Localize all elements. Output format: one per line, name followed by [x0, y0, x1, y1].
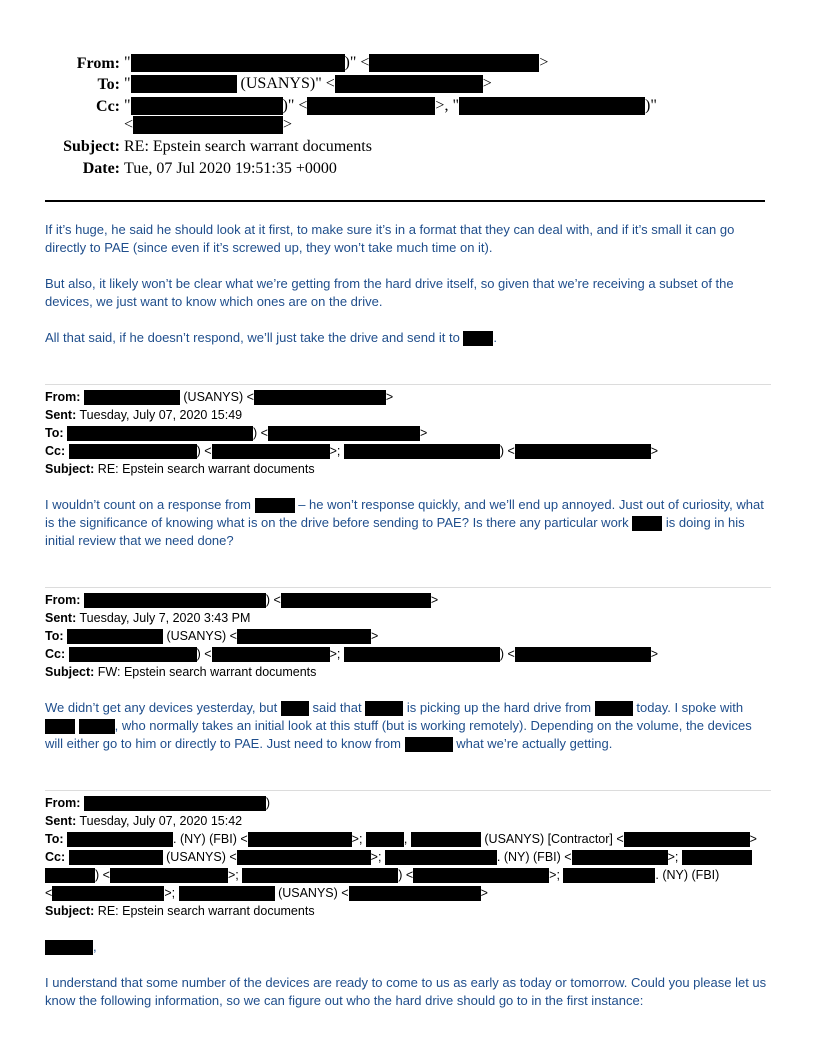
- redaction: [212, 647, 330, 662]
- redaction: [67, 629, 163, 644]
- from-label: From:: [76, 55, 120, 72]
- msg3-cc-line2: ) < >; ) < >; . (NY) (FBI): [45, 866, 719, 884]
- redaction: [242, 868, 398, 883]
- msg2-sent: Sent: Tuesday, July 7, 2020 3:43 PM: [45, 611, 251, 625]
- msg2-cc: Cc: ) < >; ) < >: [45, 647, 659, 661]
- body-paragraph-1: If it’s huge, he said he should look at it first, to make sure it’s in a format that they can deal with, and if it’s small it can go directly to PAE (since even if it’s screwed up, they won’t take much time on it).: [45, 222, 735, 255]
- redaction: [344, 647, 500, 662]
- msg3-greeting: ,: [45, 938, 770, 956]
- message-divider: [45, 790, 771, 791]
- redaction: [67, 832, 173, 847]
- redaction: [281, 701, 309, 716]
- redaction: [131, 75, 237, 93]
- redaction: [255, 498, 295, 513]
- redaction: [79, 719, 115, 734]
- redaction: [405, 737, 453, 752]
- redaction: [69, 444, 197, 459]
- redaction: [237, 629, 371, 644]
- redaction: [69, 647, 197, 662]
- body-paragraph-2: But also, it likely won’t be clear what we’re getting from the hard drive itself, so given that we’re receiving a subset of the devices, we just want to know which ones are on the drive.: [45, 276, 734, 309]
- msg1-from: From: (USANYS) < >: [45, 390, 394, 404]
- redaction: [212, 444, 330, 459]
- redaction: [515, 647, 651, 662]
- redaction: [133, 116, 283, 134]
- redaction: [624, 832, 750, 847]
- redaction: [563, 868, 655, 883]
- msg1-subject: Subject: RE: Epstein search warrant documents: [45, 462, 315, 476]
- cc-value-line2: < >: [124, 116, 293, 133]
- redaction: [411, 832, 481, 847]
- msg3-from: From: ): [45, 796, 271, 810]
- redaction: [237, 850, 371, 865]
- msg2-body: We didn’t get any devices yesterday, but said that is picking up the hard drive from today. I spoke with , who normally takes an initial look at this stuff (but is working remotely). Depending on the volume, the devices will either go to him or directly to PAE. Just need to know from what we’re actually getting.: [45, 700, 752, 751]
- msg2-subject: Subject: FW: Epstein search warrant documents: [45, 665, 317, 679]
- redaction: [67, 426, 253, 441]
- to-label: To:: [97, 76, 120, 93]
- redaction: [365, 701, 403, 716]
- redaction: [45, 719, 75, 734]
- redaction: [349, 886, 481, 901]
- msg2-to: To: (USANYS) < >: [45, 629, 379, 643]
- redaction: [369, 54, 539, 72]
- msg3-body: I understand that some number of the devices are ready to come to us as early as today or tomorrow. Could you please let us know the following information, so we can figure out who the hard drive should go to in the first instance:: [45, 975, 767, 1008]
- redaction: [248, 832, 352, 847]
- redaction: [84, 593, 266, 608]
- redaction: [281, 593, 431, 608]
- msg2-from: From: ) < >: [45, 593, 439, 607]
- redaction: [459, 97, 645, 115]
- date-label: Date:: [82, 160, 120, 177]
- redaction: [268, 426, 420, 441]
- msg3-subject: Subject: RE: Epstein search warrant documents: [45, 904, 315, 918]
- body-paragraph-3: All that said, if he doesn’t respond, we’ll just take the drive and send it to .: [45, 330, 498, 345]
- msg1-sent: Sent: Tuesday, July 07, 2020 15:49: [45, 408, 243, 422]
- to-value: " (USANYS)" < >: [124, 75, 492, 92]
- redaction: [179, 886, 275, 901]
- msg1-cc: Cc: ) < >; ) < >: [45, 444, 659, 458]
- redaction: [45, 940, 93, 955]
- redaction: [572, 850, 668, 865]
- redaction: [69, 850, 163, 865]
- redaction: [463, 331, 493, 346]
- redaction: [366, 832, 404, 847]
- cc-value: " )" < >, " )": [124, 97, 657, 114]
- redaction: [385, 850, 497, 865]
- redaction: [110, 868, 228, 883]
- subject-value: RE: Epstein search warrant documents: [124, 138, 372, 155]
- redaction: [682, 850, 752, 865]
- redaction: [344, 444, 500, 459]
- from-value: " )" < >: [124, 54, 549, 71]
- msg3-cc: Cc: (USANYS) < >; . (NY) (FBI) < >;: [45, 848, 752, 866]
- cc-label: Cc:: [96, 98, 120, 115]
- msg3-cc-line3: < >; (USANYS) < >: [45, 886, 488, 900]
- redaction: [595, 701, 633, 716]
- date-value: Tue, 07 Jul 2020 19:51:35 +0000: [124, 160, 337, 177]
- redaction: [52, 886, 164, 901]
- message-divider: [45, 384, 771, 385]
- redaction: [254, 390, 386, 405]
- redaction: [335, 75, 483, 93]
- msg1-body: I wouldn’t count on a response from – he won’t response quickly, and we’ll end up annoyed. Just out of curiosity, what is the significance of knowing what is on the drive before sending to PAE? Is there any particular work is doing in his initial review that we need done?: [45, 497, 764, 548]
- redaction: [413, 868, 549, 883]
- redaction: [307, 97, 435, 115]
- msg3-sent: Sent: Tuesday, July 07, 2020 15:42: [45, 814, 243, 828]
- redaction: [515, 444, 651, 459]
- redaction: [45, 868, 95, 883]
- redaction: [131, 54, 345, 72]
- header-divider: [45, 200, 765, 202]
- redaction: [84, 796, 266, 811]
- subject-label: Subject:: [63, 138, 120, 155]
- message-divider: [45, 587, 771, 588]
- msg1-to: To: ) < >: [45, 426, 428, 440]
- msg3-to: To: . (NY) (FBI) < >; , (USANYS) [Contractor] < >: [45, 832, 757, 846]
- redaction: [131, 97, 283, 115]
- redaction: [84, 390, 180, 405]
- redaction: [632, 516, 662, 531]
